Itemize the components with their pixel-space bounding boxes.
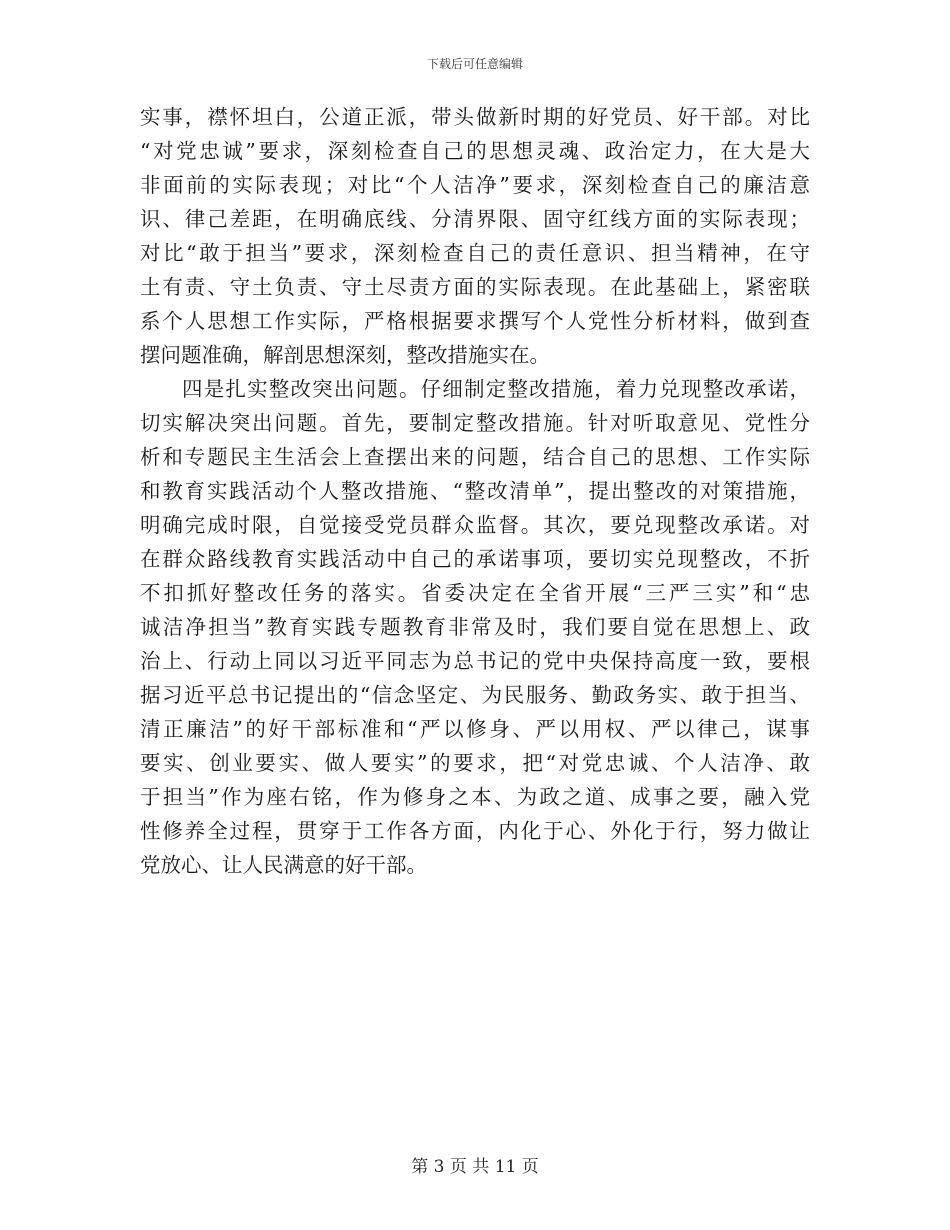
text-line: 切实解决突出问题。首先，要制定整改措施。针对听取意见、党性分 <box>140 411 810 435</box>
text-line: 治上、行动上同以习近平同志为总书记的党中央保持高度一致，要根 <box>140 649 810 673</box>
text-line: 摆问题准确，解剖思想深刻，整改措施实在。 <box>140 343 550 367</box>
text-line: 不扣抓好整改任务的落实。省委决定在全省开展“三严三实”和“忠 <box>140 581 810 605</box>
text-line: 据习近平总书记提出的“信念坚定、为民服务、勤政务实、敢于担当、 <box>140 683 810 707</box>
page-number: 第 3 页 共 11 页 <box>411 1157 539 1177</box>
text-line: 对比“敢于担当”要求，深刻检查自己的责任意识、担当精神，在守 <box>140 241 810 265</box>
text-line: 系个人思想工作实际，严格根据要求撰写个人党性分析材料，做到查 <box>140 309 810 333</box>
text-line: 诚洁净担当”教育实践专题教育非常及时，我们要自觉在思想上、政 <box>140 615 810 639</box>
text-line: 实事，襟怀坦白，公道正派，带头做新时期的好党员、好干部。对比 <box>140 105 810 129</box>
text-line: 性修养全过程，贯穿于工作各方面，内化于心、外化于行，努力做让 <box>140 819 810 843</box>
text-line: 和教育实践活动个人整改措施、“整改清单”，提出整改的对策措施， <box>140 479 810 503</box>
text-line: 土有责、守土负责、守土尽责方面的实际表现。在此基础上，紧密联 <box>140 275 810 299</box>
header-note: 下载后可任意编辑 <box>426 57 523 71</box>
text-line: 识、律己差距，在明确底线、分清界限、固守红线方面的实际表现； <box>140 207 810 231</box>
text-line: 非面前的实际表现；对比“个人洁净”要求，深刻检查自己的廉洁意 <box>140 173 810 197</box>
paragraph-start-line: 四是扎实整改突出问题。仔细制定整改措施，着力兑现整改承诺， <box>182 377 810 401</box>
text-line: “对党忠诚”要求，深刻检查自己的思想灵魂、政治定力，在大是大 <box>140 139 810 163</box>
text-line: 析和专题民主生活会上查摆出来的问题，结合自己的思想、工作实际 <box>140 445 810 469</box>
text-line: 在群众路线教育实践活动中自己的承诺事项，要切实兑现整改，不折 <box>140 547 810 571</box>
text-line: 清正廉洁”的好干部标准和“严以修身、严以用权、严以律己，谋事 <box>140 717 810 741</box>
text-line: 党放心、让人民满意的好干部。 <box>140 853 427 877</box>
text-line: 要实、创业要实、做人要实”的要求，把“对党忠诚、个人洁净、敢 <box>140 751 810 775</box>
document-body <box>140 100 810 882</box>
text-line: 于担当”作为座右铭，作为修身之本、为政之道、成事之要，融入党 <box>140 785 810 809</box>
text-line: 明确完成时限，自觉接受党员群众监督。其次，要兑现整改承诺。对 <box>140 513 810 537</box>
